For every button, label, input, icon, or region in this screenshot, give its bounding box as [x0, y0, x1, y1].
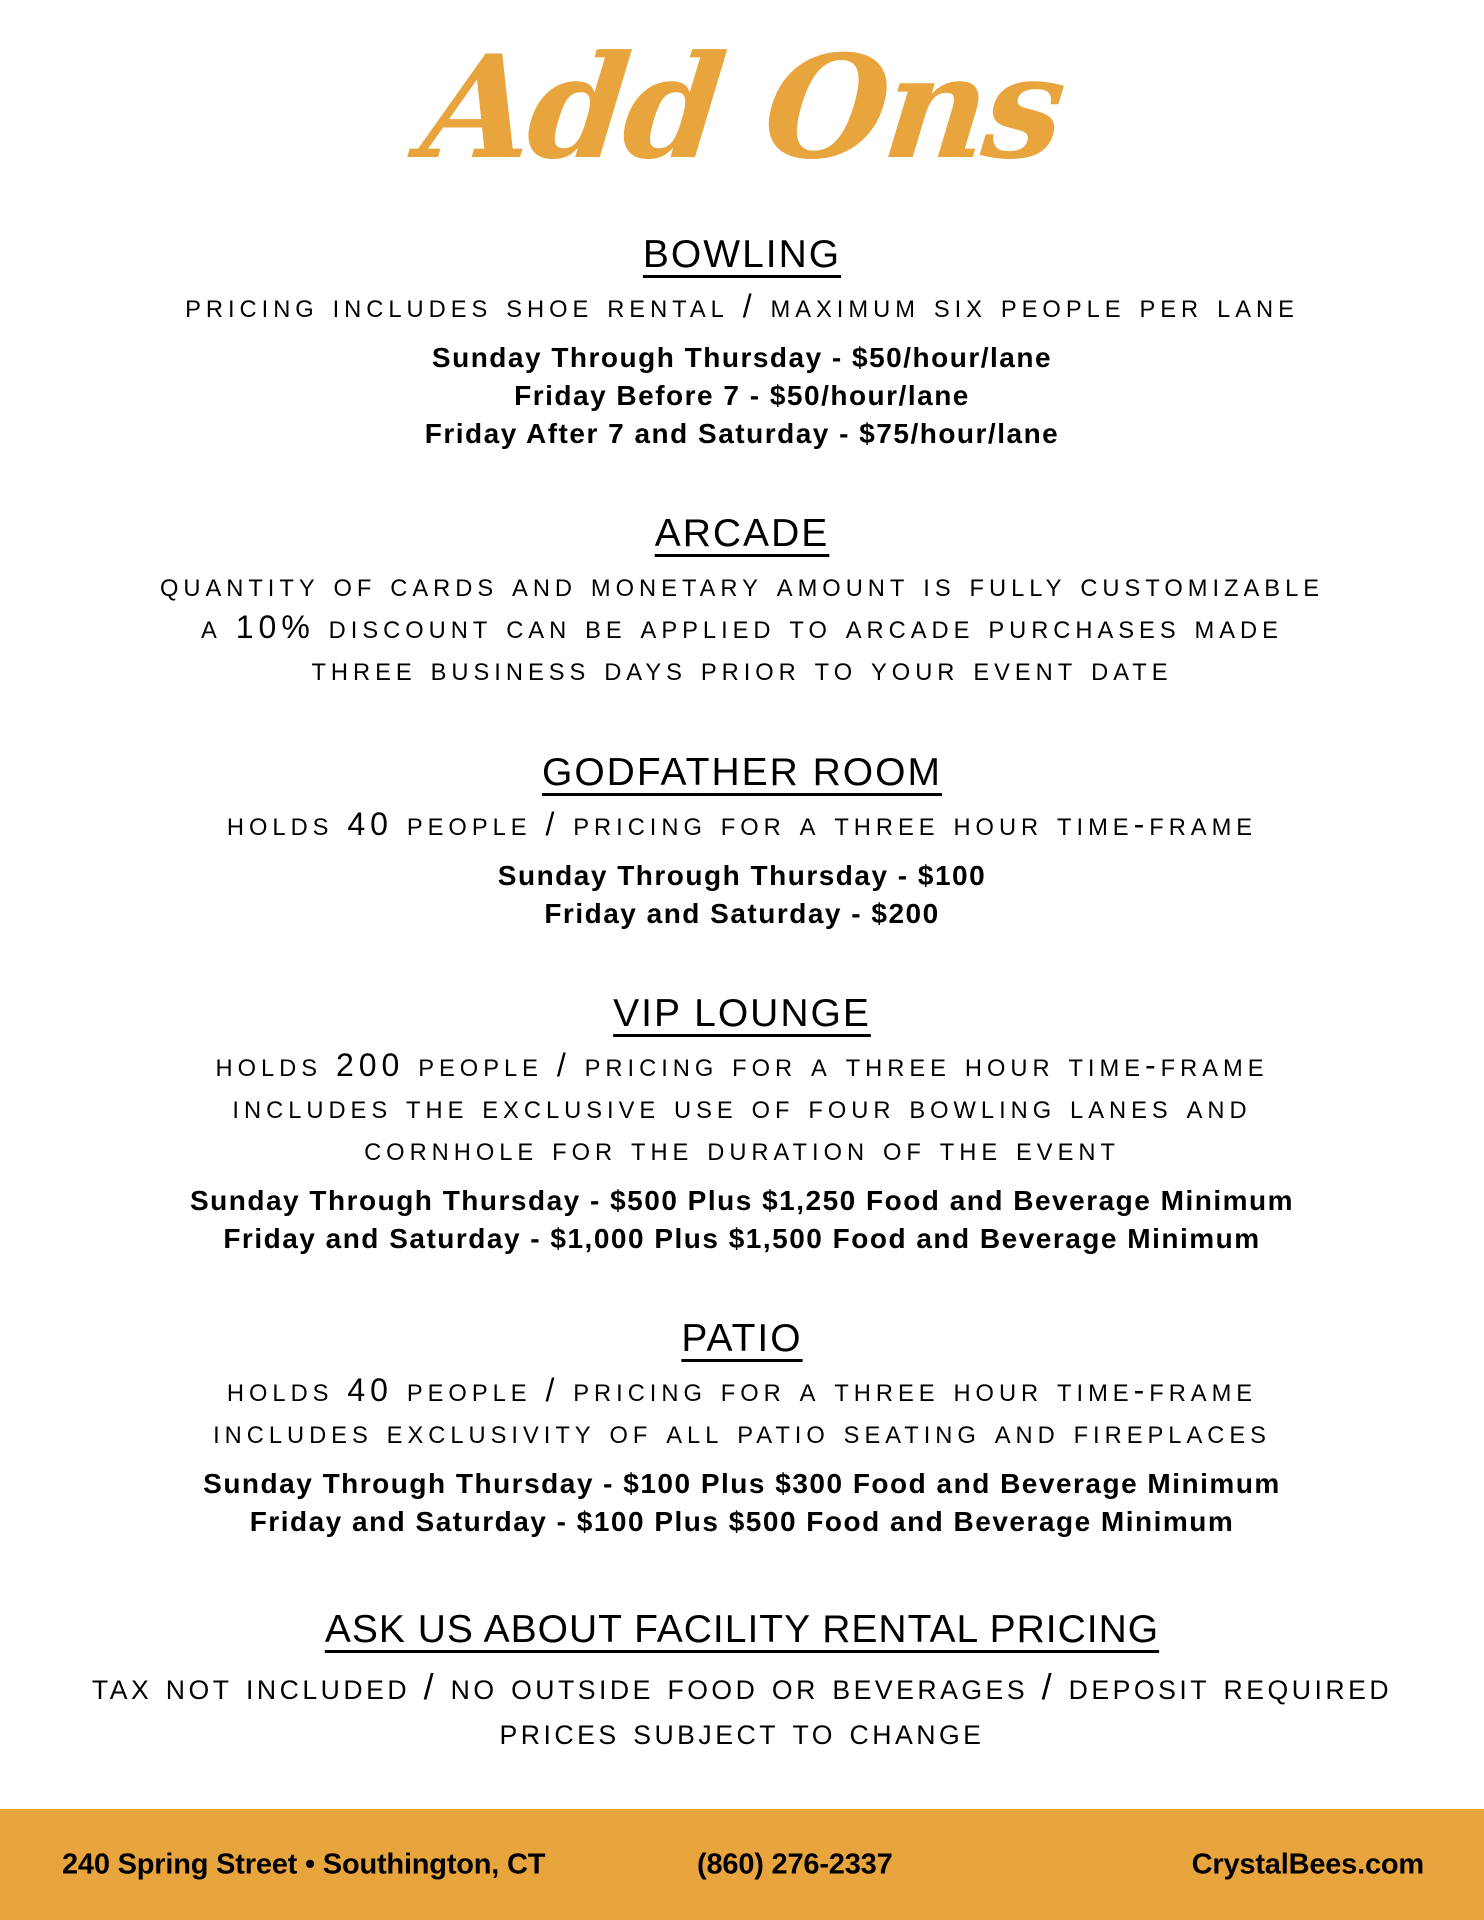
- menu-section: [0, 1316, 1484, 1541]
- small-caps-text: HOLDS: [215, 1056, 323, 1082]
- small-caps-text: FOR: [732, 1056, 798, 1082]
- small-caps-text: SUBJECT: [633, 1720, 779, 1750]
- small-caps-text: TO: [789, 618, 832, 644]
- section-prices: [0, 1465, 1484, 1541]
- small-caps-text: TIME: [1068, 1056, 1145, 1082]
- small-caps-text: HOLDS: [226, 1381, 334, 1407]
- price-line: Friday and Saturday - $100 Plus $500 Food and Beverage Minimum: [249, 1506, 1235, 1537]
- menu-section: [0, 750, 1484, 933]
- small-caps-text: NOT: [165, 1675, 233, 1705]
- section-heading: GODFATHER ROOM: [542, 751, 942, 794]
- small-caps-text: DURATION: [707, 1140, 870, 1166]
- section-detail-line: [0, 1088, 1484, 1130]
- menu-section: [0, 511, 1484, 692]
- small-caps-text: TO: [792, 1720, 837, 1750]
- small-caps-text: HOLDS: [226, 815, 334, 841]
- price-line: Sunday Through Thursday - $100 Plus $300 Food and Beverage Minimum: [203, 1468, 1281, 1499]
- small-caps-text: EVENT: [973, 660, 1078, 686]
- small-caps-text: FIREPLACES: [1073, 1423, 1271, 1449]
- footer-address: 240 Spring Street • Southington, CT: [62, 1848, 546, 1880]
- small-caps-text: BOWLING: [909, 1098, 1057, 1124]
- small-caps-text: FRAME: [1149, 1381, 1258, 1407]
- small-caps-text: TAX: [91, 1675, 153, 1705]
- small-caps-text: RENTAL: [607, 297, 729, 323]
- small-caps-text: INCLUDED: [245, 1675, 411, 1705]
- small-caps-text: FULLY: [969, 576, 1067, 602]
- price-line: Friday and Saturday - $200: [544, 898, 940, 929]
- small-caps-text: THE: [939, 1140, 1003, 1166]
- small-caps-text: BEVERAGES: [832, 1675, 1029, 1705]
- small-caps-text: CHANGE: [849, 1720, 985, 1750]
- small-caps-text: CARDS: [390, 576, 499, 602]
- small-caps-text: SEATING: [843, 1423, 981, 1449]
- price-line: Friday Before 7 - $50/hour/lane: [514, 380, 970, 411]
- small-caps-text: FOR: [552, 1140, 618, 1166]
- small-caps-text: AND: [512, 576, 578, 602]
- section-heading: PATIO: [681, 1317, 803, 1360]
- small-caps-text: SIX: [933, 297, 987, 323]
- footer-phone: (860) 276-2337: [697, 1848, 893, 1880]
- small-caps-text: OF: [333, 576, 377, 602]
- small-caps-text: DATE: [1091, 660, 1173, 686]
- small-caps-text: A: [811, 1056, 832, 1082]
- price-line: Sunday Through Thursday - $500 Plus $1,250 Food and Beverage Minimum: [189, 1185, 1294, 1216]
- section-details: [0, 566, 1484, 692]
- section-prices: [0, 339, 1484, 453]
- small-caps-text: PRIOR: [700, 660, 801, 686]
- small-caps-text: FOUR: [808, 1098, 896, 1124]
- small-caps-text: PATIO: [737, 1423, 830, 1449]
- section-detail-line: [0, 1413, 1484, 1455]
- small-caps-text: REQUIRED: [1223, 1675, 1393, 1705]
- small-caps-text: PEOPLE: [418, 1056, 543, 1082]
- section-detail-line: [0, 1130, 1484, 1172]
- section-details: [0, 1371, 1484, 1455]
- section-detail-line: [0, 566, 1484, 608]
- footer-website: CrystalBees.com: [1191, 1848, 1424, 1880]
- small-caps-text: LANE: [1217, 297, 1299, 323]
- small-caps-text: EXCLUSIVE: [482, 1098, 661, 1124]
- small-caps-text: OR: [771, 1675, 819, 1705]
- section-detail-line: PRICING INCLUDES SHOE RENTAL / MAXIMUM SIX PEOPLE PER LANE: [185, 288, 1299, 324]
- closing-detail-line: TAX NOT INCLUDED / NO OUTSIDE FOOD OR BEVERAGES / DEPOSIT REQUIRED: [91, 1666, 1393, 1707]
- small-caps-text: HOUR: [953, 815, 1044, 841]
- small-caps-text: NO: [450, 1675, 498, 1705]
- small-caps-text: PEOPLE: [1000, 297, 1126, 323]
- closing-heading: ASK US ABOUT FACILITY RENTAL PRICING: [324, 1608, 1160, 1651]
- small-caps-text: THE: [406, 1098, 469, 1124]
- small-caps-text: AND: [994, 1423, 1060, 1449]
- small-caps-text: PEOPLE: [406, 815, 532, 841]
- small-caps-text: CUSTOMIZABLE: [1080, 576, 1325, 602]
- section-details: [0, 805, 1484, 847]
- small-caps-text: FOR: [720, 1381, 786, 1407]
- small-caps-text: OF: [751, 1098, 795, 1124]
- small-caps-text: TO: [814, 660, 858, 686]
- small-caps-text: A: [201, 618, 222, 644]
- small-caps-text: FRAME: [1149, 815, 1258, 841]
- small-caps-text: PRICES: [499, 1720, 620, 1750]
- small-caps-text: PEOPLE: [406, 1381, 532, 1407]
- small-caps-text: A: [799, 815, 821, 841]
- section-detail-line: HOLDS 40 PEOPLE / PRICING FOR A THREE HOUR TIME-FRAME: [226, 806, 1258, 842]
- price-line: Friday After 7 and Saturday - $75/hour/lane: [424, 418, 1060, 449]
- small-caps-text: QUANTITY: [159, 576, 320, 602]
- small-caps-text: MONETARY: [590, 576, 763, 602]
- small-caps-text: PRICING: [573, 1381, 707, 1407]
- section-details: [0, 1046, 1484, 1172]
- small-caps-text: FOR: [720, 815, 786, 841]
- small-caps-text: HOUR: [953, 1381, 1044, 1407]
- section-heading: BOWLING: [642, 233, 842, 276]
- section-detail-line: HOLDS 40 PEOPLE / PRICING FOR A THREE HOUR TIME-FRAME: [226, 1372, 1258, 1408]
- small-caps-text: MADE: [1194, 618, 1283, 644]
- small-caps-text: FOOD: [667, 1675, 759, 1705]
- section-detail-line: A 10% DISCOUNT CAN BE APPLIED TO ARCADE PURCHASES MADE: [201, 609, 1283, 645]
- small-caps-text: OF: [609, 1423, 653, 1449]
- sections-container: [0, 232, 1484, 1541]
- small-caps-text: OUTSIDE: [511, 1675, 654, 1705]
- small-caps-text: INCLUDES: [213, 1423, 373, 1449]
- section-heading: VIP LOUNGE: [613, 992, 871, 1035]
- small-caps-text: PER: [1139, 297, 1204, 323]
- footer-bar: [0, 1809, 1484, 1920]
- small-caps-text: ARCADE: [845, 618, 975, 644]
- price-line: Sunday Through Thursday - $100: [497, 860, 987, 891]
- section-prices: [0, 1182, 1484, 1258]
- small-caps-text: THREE: [845, 1056, 951, 1082]
- small-caps-text: MAXIMUM: [770, 297, 920, 323]
- small-caps-text: EXCLUSIVITY: [386, 1423, 596, 1449]
- small-caps-text: YOUR: [871, 660, 960, 686]
- section-detail-line: HOLDS 200 PEOPLE / PRICING FOR A THREE HOUR TIME-FRAME: [215, 1047, 1269, 1083]
- small-caps-text: SHOE: [506, 297, 594, 323]
- small-caps-text: A: [799, 1381, 821, 1407]
- menu-section: [0, 991, 1484, 1258]
- small-caps-text: THREE: [834, 815, 940, 841]
- closing-details: [0, 1666, 1484, 1756]
- small-caps-text: BUSINESS: [430, 660, 591, 686]
- small-caps-text: INCLUDES: [232, 1098, 393, 1124]
- menu-section: [0, 232, 1484, 453]
- small-caps-text: IS: [923, 576, 956, 602]
- small-caps-text: DISCOUNT: [328, 618, 493, 644]
- small-caps-text: PRICING: [584, 1056, 719, 1082]
- small-caps-text: INCLUDES: [332, 297, 493, 323]
- small-caps-text: TIME: [1057, 815, 1134, 841]
- small-caps-text: FRAME: [1160, 1056, 1269, 1082]
- small-caps-text: DAYS: [604, 660, 687, 686]
- price-line: Sunday Through Thursday - $50/hour/lane: [431, 342, 1053, 373]
- small-caps-text: TIME: [1057, 1381, 1134, 1407]
- small-caps-text: BE: [585, 618, 627, 644]
- small-caps-text: PURCHASES: [988, 618, 1181, 644]
- closing-section: [0, 1607, 1484, 1756]
- small-caps-text: USE: [674, 1098, 738, 1124]
- small-caps-text: THREE: [311, 660, 417, 686]
- small-caps-text: APPLIED: [640, 618, 776, 644]
- small-caps-text: LANES: [1070, 1098, 1173, 1124]
- small-caps-text: AMOUNT: [776, 576, 910, 602]
- page-title: Add Ons: [414, 25, 1070, 191]
- section-details: [0, 287, 1484, 329]
- small-caps-text: EVENT: [1016, 1140, 1120, 1166]
- small-caps-text: THREE: [834, 1381, 940, 1407]
- small-caps-text: PRICING: [573, 815, 707, 841]
- price-line: Friday and Saturday - $1,000 Plus $1,500 Food and Beverage Minimum: [223, 1223, 1261, 1254]
- closing-detail-line: [0, 1711, 1484, 1756]
- small-caps-text: CAN: [506, 618, 572, 644]
- section-heading: ARCADE: [654, 512, 830, 555]
- small-caps-text: AND: [1186, 1098, 1252, 1124]
- small-caps-text: OF: [883, 1140, 926, 1166]
- section-detail-line: [0, 650, 1484, 692]
- section-prices: [0, 857, 1484, 933]
- small-caps-text: HOUR: [964, 1056, 1055, 1082]
- small-caps-text: PRICING: [185, 297, 319, 323]
- small-caps-text: CORNHOLE: [364, 1140, 539, 1166]
- small-caps-text: DEPOSIT: [1068, 1675, 1210, 1705]
- small-caps-text: THE: [630, 1140, 694, 1166]
- small-caps-text: ALL: [666, 1423, 724, 1449]
